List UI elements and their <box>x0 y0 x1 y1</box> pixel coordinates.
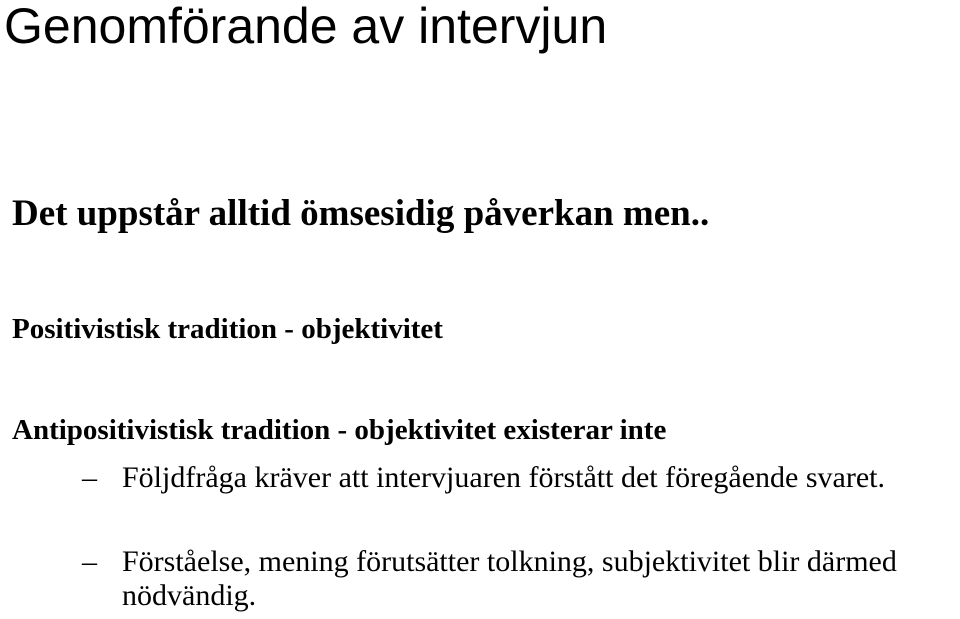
subpoint-forstaelse <box>82 545 954 613</box>
subpoint-text: Följdfråga kräver att intervjuaren förstått det föregående svaret. <box>122 461 885 494</box>
dash-marker: – <box>82 545 97 578</box>
dash-marker: – <box>82 461 97 494</box>
subpoint-text: Förståelse, mening förutsätter tolkning, subjektivitet blir därmed nödvändig. <box>122 545 897 612</box>
point-antipositivistisk: Antipositivistisk tradition - objektivitet existerar inte <box>12 414 667 446</box>
slide-title: Genomförande av intervjun <box>4 0 608 54</box>
point-positivistisk: Positivistisk tradition - objektivitet <box>12 313 443 345</box>
subpoint-foljdfraga <box>82 461 954 495</box>
lead-statement: Det uppstår alltid ömsesidig påverkan men.. <box>12 193 710 234</box>
